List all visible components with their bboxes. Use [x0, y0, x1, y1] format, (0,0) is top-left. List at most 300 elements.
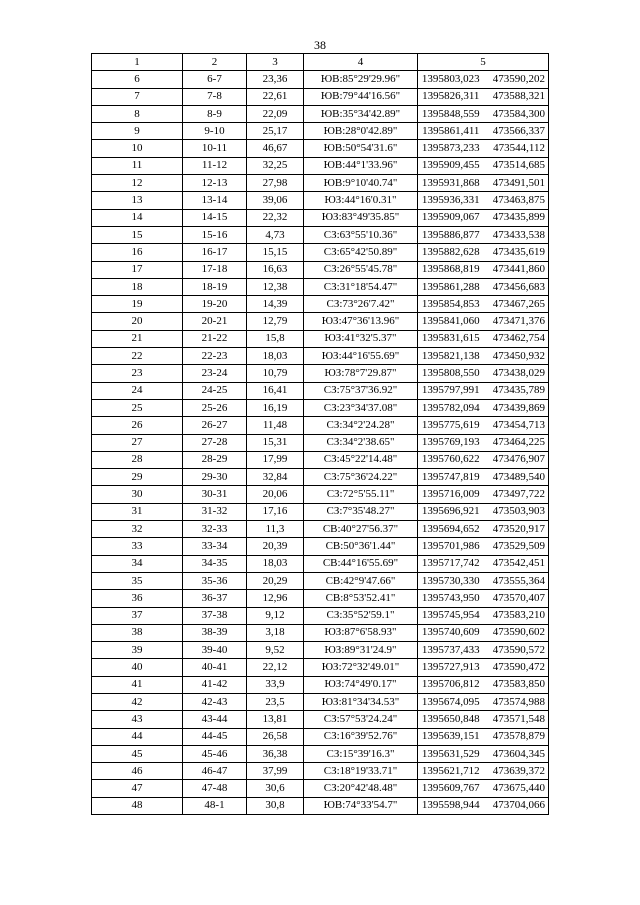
point-number-cell: 48 [92, 797, 183, 814]
coord-x-cell: 1395745,954 [418, 607, 484, 624]
coord-x-cell: 1395674,095 [418, 693, 484, 710]
table-row [92, 382, 549, 399]
bearing-cell: СЗ:34°2'24.28" [304, 417, 418, 434]
bearing-cell: ЮВ:28°0'42.89" [304, 123, 418, 140]
coord-y-cell: 473590,572 [484, 642, 549, 659]
length-cell: 14,39 [247, 296, 304, 313]
coord-y-cell: 473438,029 [484, 365, 549, 382]
bearing-cell: ЮЗ:81°34'34.53" [304, 693, 418, 710]
bearing-cell: СВ:44°16'55.69" [304, 555, 418, 572]
bearing-cell: ЮЗ:41°32'5.37" [304, 330, 418, 347]
bearing-cell: СЗ:63°55'10.36" [304, 226, 418, 243]
segment-cell: 23-24 [183, 365, 247, 382]
point-number-cell: 35 [92, 572, 183, 589]
coord-x-cell: 1395854,853 [418, 296, 484, 313]
segment-cell: 31-32 [183, 503, 247, 520]
bearing-cell: СЗ:34°2'38.65" [304, 434, 418, 451]
coord-x-cell: 1395696,921 [418, 503, 484, 520]
length-cell: 26,58 [247, 728, 304, 745]
coord-y-cell: 473491,501 [484, 175, 549, 192]
point-number-cell: 21 [92, 330, 183, 347]
segment-cell: 12-13 [183, 175, 247, 192]
length-cell: 25,17 [247, 123, 304, 140]
length-cell: 32,25 [247, 157, 304, 174]
point-number-cell: 7 [92, 88, 183, 105]
point-number-cell: 38 [92, 624, 183, 641]
length-cell: 9,52 [247, 642, 304, 659]
point-number-cell: 43 [92, 711, 183, 728]
bearing-cell: СЗ:75°36'24.22" [304, 469, 418, 486]
table-row [92, 434, 549, 451]
table-row [92, 676, 549, 693]
bearing-cell: ЮЗ:44°16'55.69" [304, 348, 418, 365]
bearing-cell: СЗ:75°37'36.92" [304, 382, 418, 399]
bearing-cell: СЗ:31°18'54.47" [304, 278, 418, 295]
bearing-cell: ЮЗ:89°31'24.9" [304, 642, 418, 659]
coord-x-cell: 1395598,944 [418, 797, 484, 814]
segment-cell: 43-44 [183, 711, 247, 728]
length-cell: 20,06 [247, 486, 304, 503]
header-cell-4: 4 [304, 54, 418, 71]
table-row [92, 261, 549, 278]
segment-cell: 38-39 [183, 624, 247, 641]
bearing-cell: ЮЗ:44°16'0.31" [304, 192, 418, 209]
coord-y-cell: 473571,548 [484, 711, 549, 728]
table-row [92, 745, 549, 762]
page-number: 38 [314, 38, 326, 52]
point-number-cell: 39 [92, 642, 183, 659]
length-cell: 32,84 [247, 469, 304, 486]
point-number-cell: 25 [92, 399, 183, 416]
length-cell: 22,32 [247, 209, 304, 226]
bearing-cell: СВ:42°9'47.66" [304, 572, 418, 589]
segment-cell: 15-16 [183, 226, 247, 243]
point-number-cell: 33 [92, 538, 183, 555]
length-cell: 22,09 [247, 105, 304, 122]
bearing-cell: СЗ:20°42'48.48" [304, 780, 418, 797]
coord-y-cell: 473435,899 [484, 209, 549, 226]
length-cell: 4,73 [247, 226, 304, 243]
table-row [92, 296, 549, 313]
point-number-cell: 16 [92, 244, 183, 261]
table-row [92, 693, 549, 710]
bearing-cell: СЗ:7°35'48.27" [304, 503, 418, 520]
coord-x-cell: 1395909,067 [418, 209, 484, 226]
coord-x-cell: 1395706,812 [418, 676, 484, 693]
segment-cell: 18-19 [183, 278, 247, 295]
coord-y-cell: 473514,685 [484, 157, 549, 174]
header-cell-5: 5 [418, 54, 549, 71]
coord-y-cell: 473497,722 [484, 486, 549, 503]
coord-y-cell: 473584,300 [484, 105, 549, 122]
segment-cell: 29-30 [183, 469, 247, 486]
coord-y-cell: 473503,903 [484, 503, 549, 520]
point-number-cell: 11 [92, 157, 183, 174]
coord-y-cell: 473433,538 [484, 226, 549, 243]
bearing-cell: ЮВ:79°44'16.56" [304, 88, 418, 105]
coord-y-cell: 473439,869 [484, 399, 549, 416]
bearing-cell: ЮЗ:72°32'49.01" [304, 659, 418, 676]
bearing-cell: СЗ:45°22'14.48" [304, 451, 418, 468]
coord-y-cell: 473604,345 [484, 745, 549, 762]
segment-cell: 7-8 [183, 88, 247, 105]
bearing-cell: ЮЗ:47°36'13.96" [304, 313, 418, 330]
segment-cell: 47-48 [183, 780, 247, 797]
bearing-cell: ЮЗ:74°49'0.17" [304, 676, 418, 693]
coord-x-cell: 1395841,060 [418, 313, 484, 330]
length-cell: 23,5 [247, 693, 304, 710]
segment-cell: 13-14 [183, 192, 247, 209]
bearing-cell: ЮВ:9°10'40.74" [304, 175, 418, 192]
point-number-cell: 28 [92, 451, 183, 468]
coord-y-cell: 473555,364 [484, 572, 549, 589]
coord-x-cell: 1395931,868 [418, 175, 484, 192]
table-row [92, 209, 549, 226]
table-row [92, 797, 549, 814]
bearing-cell: СЗ:72°5'55.11" [304, 486, 418, 503]
bearing-cell: СЗ:73°26'7.42" [304, 296, 418, 313]
coord-x-cell: 1395701,986 [418, 538, 484, 555]
table-row [92, 538, 549, 555]
length-cell: 33,9 [247, 676, 304, 693]
table-row [92, 503, 549, 520]
point-number-cell: 15 [92, 226, 183, 243]
coord-x-cell: 1395639,151 [418, 728, 484, 745]
table-row [92, 330, 549, 347]
table-row [92, 192, 549, 209]
coordinates-table [91, 53, 549, 815]
segment-cell: 48-1 [183, 797, 247, 814]
segment-cell: 34-35 [183, 555, 247, 572]
point-number-cell: 6 [92, 71, 183, 88]
bearing-cell: СЗ:15°39'16.3" [304, 745, 418, 762]
coord-y-cell: 473454,713 [484, 417, 549, 434]
segment-cell: 19-20 [183, 296, 247, 313]
table-body [92, 54, 549, 815]
length-cell: 22,12 [247, 659, 304, 676]
bearing-cell: СЗ:57°53'24.24" [304, 711, 418, 728]
table-row [92, 590, 549, 607]
coord-y-cell: 473588,321 [484, 88, 549, 105]
table-row [92, 624, 549, 641]
coord-y-cell: 473456,683 [484, 278, 549, 295]
point-number-cell: 24 [92, 382, 183, 399]
table-row [92, 157, 549, 174]
point-number-cell: 34 [92, 555, 183, 572]
segment-cell: 41-42 [183, 676, 247, 693]
coord-y-cell: 473441,860 [484, 261, 549, 278]
length-cell: 30,8 [247, 797, 304, 814]
coord-x-cell: 1395826,311 [418, 88, 484, 105]
coord-x-cell: 1395621,712 [418, 763, 484, 780]
segment-cell: 37-38 [183, 607, 247, 624]
coord-x-cell: 1395821,138 [418, 348, 484, 365]
bearing-cell: ЮВ:35°34'42.89" [304, 105, 418, 122]
bearing-cell: ЮВ:74°33'54.7" [304, 797, 418, 814]
table-row [92, 71, 549, 88]
bearing-cell: СЗ:65°42'50.89" [304, 244, 418, 261]
coord-y-cell: 473464,225 [484, 434, 549, 451]
point-number-cell: 26 [92, 417, 183, 434]
segment-cell: 28-29 [183, 451, 247, 468]
point-number-cell: 22 [92, 348, 183, 365]
coord-y-cell: 473704,066 [484, 797, 549, 814]
table-row [92, 365, 549, 382]
segment-cell: 17-18 [183, 261, 247, 278]
length-cell: 16,41 [247, 382, 304, 399]
coord-x-cell: 1395848,559 [418, 105, 484, 122]
coord-x-cell: 1395740,609 [418, 624, 484, 641]
table-row [92, 659, 549, 676]
coord-y-cell: 473590,602 [484, 624, 549, 641]
point-number-cell: 31 [92, 503, 183, 520]
coord-x-cell: 1395782,094 [418, 399, 484, 416]
coord-y-cell: 473435,619 [484, 244, 549, 261]
segment-cell: 24-25 [183, 382, 247, 399]
table-row [92, 572, 549, 589]
segment-cell: 44-45 [183, 728, 247, 745]
coord-y-cell: 473570,407 [484, 590, 549, 607]
coord-y-cell: 473435,789 [484, 382, 549, 399]
point-number-cell: 37 [92, 607, 183, 624]
bearing-cell: СЗ:26°55'45.78" [304, 261, 418, 278]
coord-x-cell: 1395797,991 [418, 382, 484, 399]
point-number-cell: 46 [92, 763, 183, 780]
length-cell: 9,12 [247, 607, 304, 624]
coord-y-cell: 473583,210 [484, 607, 549, 624]
coord-y-cell: 473467,265 [484, 296, 549, 313]
coord-y-cell: 473590,202 [484, 71, 549, 88]
table-row [92, 711, 549, 728]
point-number-cell: 41 [92, 676, 183, 693]
length-cell: 15,8 [247, 330, 304, 347]
coord-y-cell: 473450,932 [484, 348, 549, 365]
segment-cell: 27-28 [183, 434, 247, 451]
segment-cell: 16-17 [183, 244, 247, 261]
bearing-cell: ЮВ:85°29'29.96" [304, 71, 418, 88]
point-number-cell: 12 [92, 175, 183, 192]
segment-cell: 42-43 [183, 693, 247, 710]
table-row [92, 521, 549, 538]
coord-x-cell: 1395747,819 [418, 469, 484, 486]
coord-x-cell: 1395861,411 [418, 123, 484, 140]
length-cell: 13,81 [247, 711, 304, 728]
point-number-cell: 10 [92, 140, 183, 157]
table-row [92, 105, 549, 122]
coord-x-cell: 1395727,913 [418, 659, 484, 676]
length-cell: 15,15 [247, 244, 304, 261]
coord-y-cell: 473542,451 [484, 555, 549, 572]
segment-cell: 30-31 [183, 486, 247, 503]
length-cell: 3,18 [247, 624, 304, 641]
coord-x-cell: 1395730,330 [418, 572, 484, 589]
coord-x-cell: 1395886,877 [418, 226, 484, 243]
point-number-cell: 23 [92, 365, 183, 382]
table-row [92, 780, 549, 797]
bearing-cell: ЮВ:50°54'31.6" [304, 140, 418, 157]
bearing-cell: СЗ:18°19'33.71" [304, 763, 418, 780]
coord-x-cell: 1395775,619 [418, 417, 484, 434]
point-number-cell: 13 [92, 192, 183, 209]
bearing-cell: СВ:8°53'52.41" [304, 590, 418, 607]
length-cell: 17,99 [247, 451, 304, 468]
coord-x-cell: 1395650,848 [418, 711, 484, 728]
table-row [92, 607, 549, 624]
table-row [92, 486, 549, 503]
segment-cell: 26-27 [183, 417, 247, 434]
segment-cell: 8-9 [183, 105, 247, 122]
segment-cell: 21-22 [183, 330, 247, 347]
bearing-cell: СЗ:35°52'59.1" [304, 607, 418, 624]
length-cell: 20,39 [247, 538, 304, 555]
length-cell: 23,36 [247, 71, 304, 88]
bearing-cell: ЮЗ:83°49'35.85" [304, 209, 418, 226]
segment-cell: 46-47 [183, 763, 247, 780]
point-number-cell: 8 [92, 105, 183, 122]
segment-cell: 40-41 [183, 659, 247, 676]
table-row [92, 555, 549, 572]
table-row [92, 123, 549, 140]
coord-x-cell: 1395936,331 [418, 192, 484, 209]
coord-x-cell: 1395868,819 [418, 261, 484, 278]
coord-x-cell: 1395716,009 [418, 486, 484, 503]
length-cell: 27,98 [247, 175, 304, 192]
table-row [92, 313, 549, 330]
length-cell: 20,29 [247, 572, 304, 589]
point-number-cell: 44 [92, 728, 183, 745]
table-row [92, 642, 549, 659]
bearing-cell: СЗ:16°39'52.76" [304, 728, 418, 745]
segment-cell: 6-7 [183, 71, 247, 88]
table-row [92, 451, 549, 468]
point-number-cell: 19 [92, 296, 183, 313]
coord-y-cell: 473574,988 [484, 693, 549, 710]
coord-x-cell: 1395861,288 [418, 278, 484, 295]
table-row [92, 278, 549, 295]
length-cell: 11,48 [247, 417, 304, 434]
table-row [92, 244, 549, 261]
point-number-cell: 40 [92, 659, 183, 676]
length-cell: 12,79 [247, 313, 304, 330]
point-number-cell: 14 [92, 209, 183, 226]
segment-cell: 10-11 [183, 140, 247, 157]
length-cell: 16,63 [247, 261, 304, 278]
coord-y-cell: 473471,376 [484, 313, 549, 330]
header-cell-1: 1 [92, 54, 183, 71]
table-row [92, 469, 549, 486]
length-cell: 12,38 [247, 278, 304, 295]
coord-x-cell: 1395609,767 [418, 780, 484, 797]
segment-cell: 9-10 [183, 123, 247, 140]
segment-cell: 20-21 [183, 313, 247, 330]
coord-x-cell: 1395631,529 [418, 745, 484, 762]
coord-x-cell: 1395743,950 [418, 590, 484, 607]
segment-cell: 14-15 [183, 209, 247, 226]
length-cell: 18,03 [247, 555, 304, 572]
table-row [92, 140, 549, 157]
coord-y-cell: 473463,875 [484, 192, 549, 209]
segment-cell: 39-40 [183, 642, 247, 659]
bearing-cell: ЮВ:44°1'33.96" [304, 157, 418, 174]
coord-y-cell: 473544,112 [484, 140, 549, 157]
table-row [92, 226, 549, 243]
segment-cell: 32-33 [183, 521, 247, 538]
point-number-cell: 9 [92, 123, 183, 140]
coord-x-cell: 1395831,615 [418, 330, 484, 347]
point-number-cell: 47 [92, 780, 183, 797]
segment-cell: 36-37 [183, 590, 247, 607]
length-cell: 46,67 [247, 140, 304, 157]
point-number-cell: 29 [92, 469, 183, 486]
length-cell: 10,79 [247, 365, 304, 382]
table-header-row [92, 54, 549, 71]
length-cell: 39,06 [247, 192, 304, 209]
header-cell-3: 3 [247, 54, 304, 71]
coord-x-cell: 1395717,742 [418, 555, 484, 572]
coord-y-cell: 473566,337 [484, 123, 549, 140]
length-cell: 18,03 [247, 348, 304, 365]
coord-x-cell: 1395909,455 [418, 157, 484, 174]
segment-cell: 35-36 [183, 572, 247, 589]
bearing-cell: СВ:40°27'56.37" [304, 521, 418, 538]
length-cell: 16,19 [247, 399, 304, 416]
point-number-cell: 36 [92, 590, 183, 607]
table-row [92, 175, 549, 192]
table-row [92, 728, 549, 745]
bearing-cell: ЮЗ:87°6'58.93" [304, 624, 418, 641]
coord-y-cell: 473675,440 [484, 780, 549, 797]
length-cell: 36,38 [247, 745, 304, 762]
bearing-cell: СЗ:23°34'37.08" [304, 399, 418, 416]
segment-cell: 45-46 [183, 745, 247, 762]
length-cell: 12,96 [247, 590, 304, 607]
table-row [92, 348, 549, 365]
coord-y-cell: 473476,907 [484, 451, 549, 468]
bearing-cell: ЮЗ:78°7'29.87" [304, 365, 418, 382]
segment-cell: 25-26 [183, 399, 247, 416]
length-cell: 30,6 [247, 780, 304, 797]
bearing-cell: СВ:50°36'1.44" [304, 538, 418, 555]
coord-x-cell: 1395803,023 [418, 71, 484, 88]
coord-y-cell: 473578,879 [484, 728, 549, 745]
coord-x-cell: 1395737,433 [418, 642, 484, 659]
coord-x-cell: 1395873,233 [418, 140, 484, 157]
point-number-cell: 42 [92, 693, 183, 710]
length-cell: 11,3 [247, 521, 304, 538]
length-cell: 15,31 [247, 434, 304, 451]
coord-y-cell: 473520,917 [484, 521, 549, 538]
point-number-cell: 18 [92, 278, 183, 295]
length-cell: 22,61 [247, 88, 304, 105]
coord-x-cell: 1395760,622 [418, 451, 484, 468]
segment-cell: 33-34 [183, 538, 247, 555]
table-row [92, 399, 549, 416]
coord-y-cell: 473639,372 [484, 763, 549, 780]
coord-y-cell: 473462,754 [484, 330, 549, 347]
segment-cell: 11-12 [183, 157, 247, 174]
coord-y-cell: 473590,472 [484, 659, 549, 676]
point-number-cell: 27 [92, 434, 183, 451]
table-row [92, 417, 549, 434]
coord-y-cell: 473489,540 [484, 469, 549, 486]
length-cell: 17,16 [247, 503, 304, 520]
segment-cell: 22-23 [183, 348, 247, 365]
length-cell: 37,99 [247, 763, 304, 780]
table-row [92, 88, 549, 105]
coord-x-cell: 1395882,628 [418, 244, 484, 261]
point-number-cell: 17 [92, 261, 183, 278]
coord-x-cell: 1395808,550 [418, 365, 484, 382]
